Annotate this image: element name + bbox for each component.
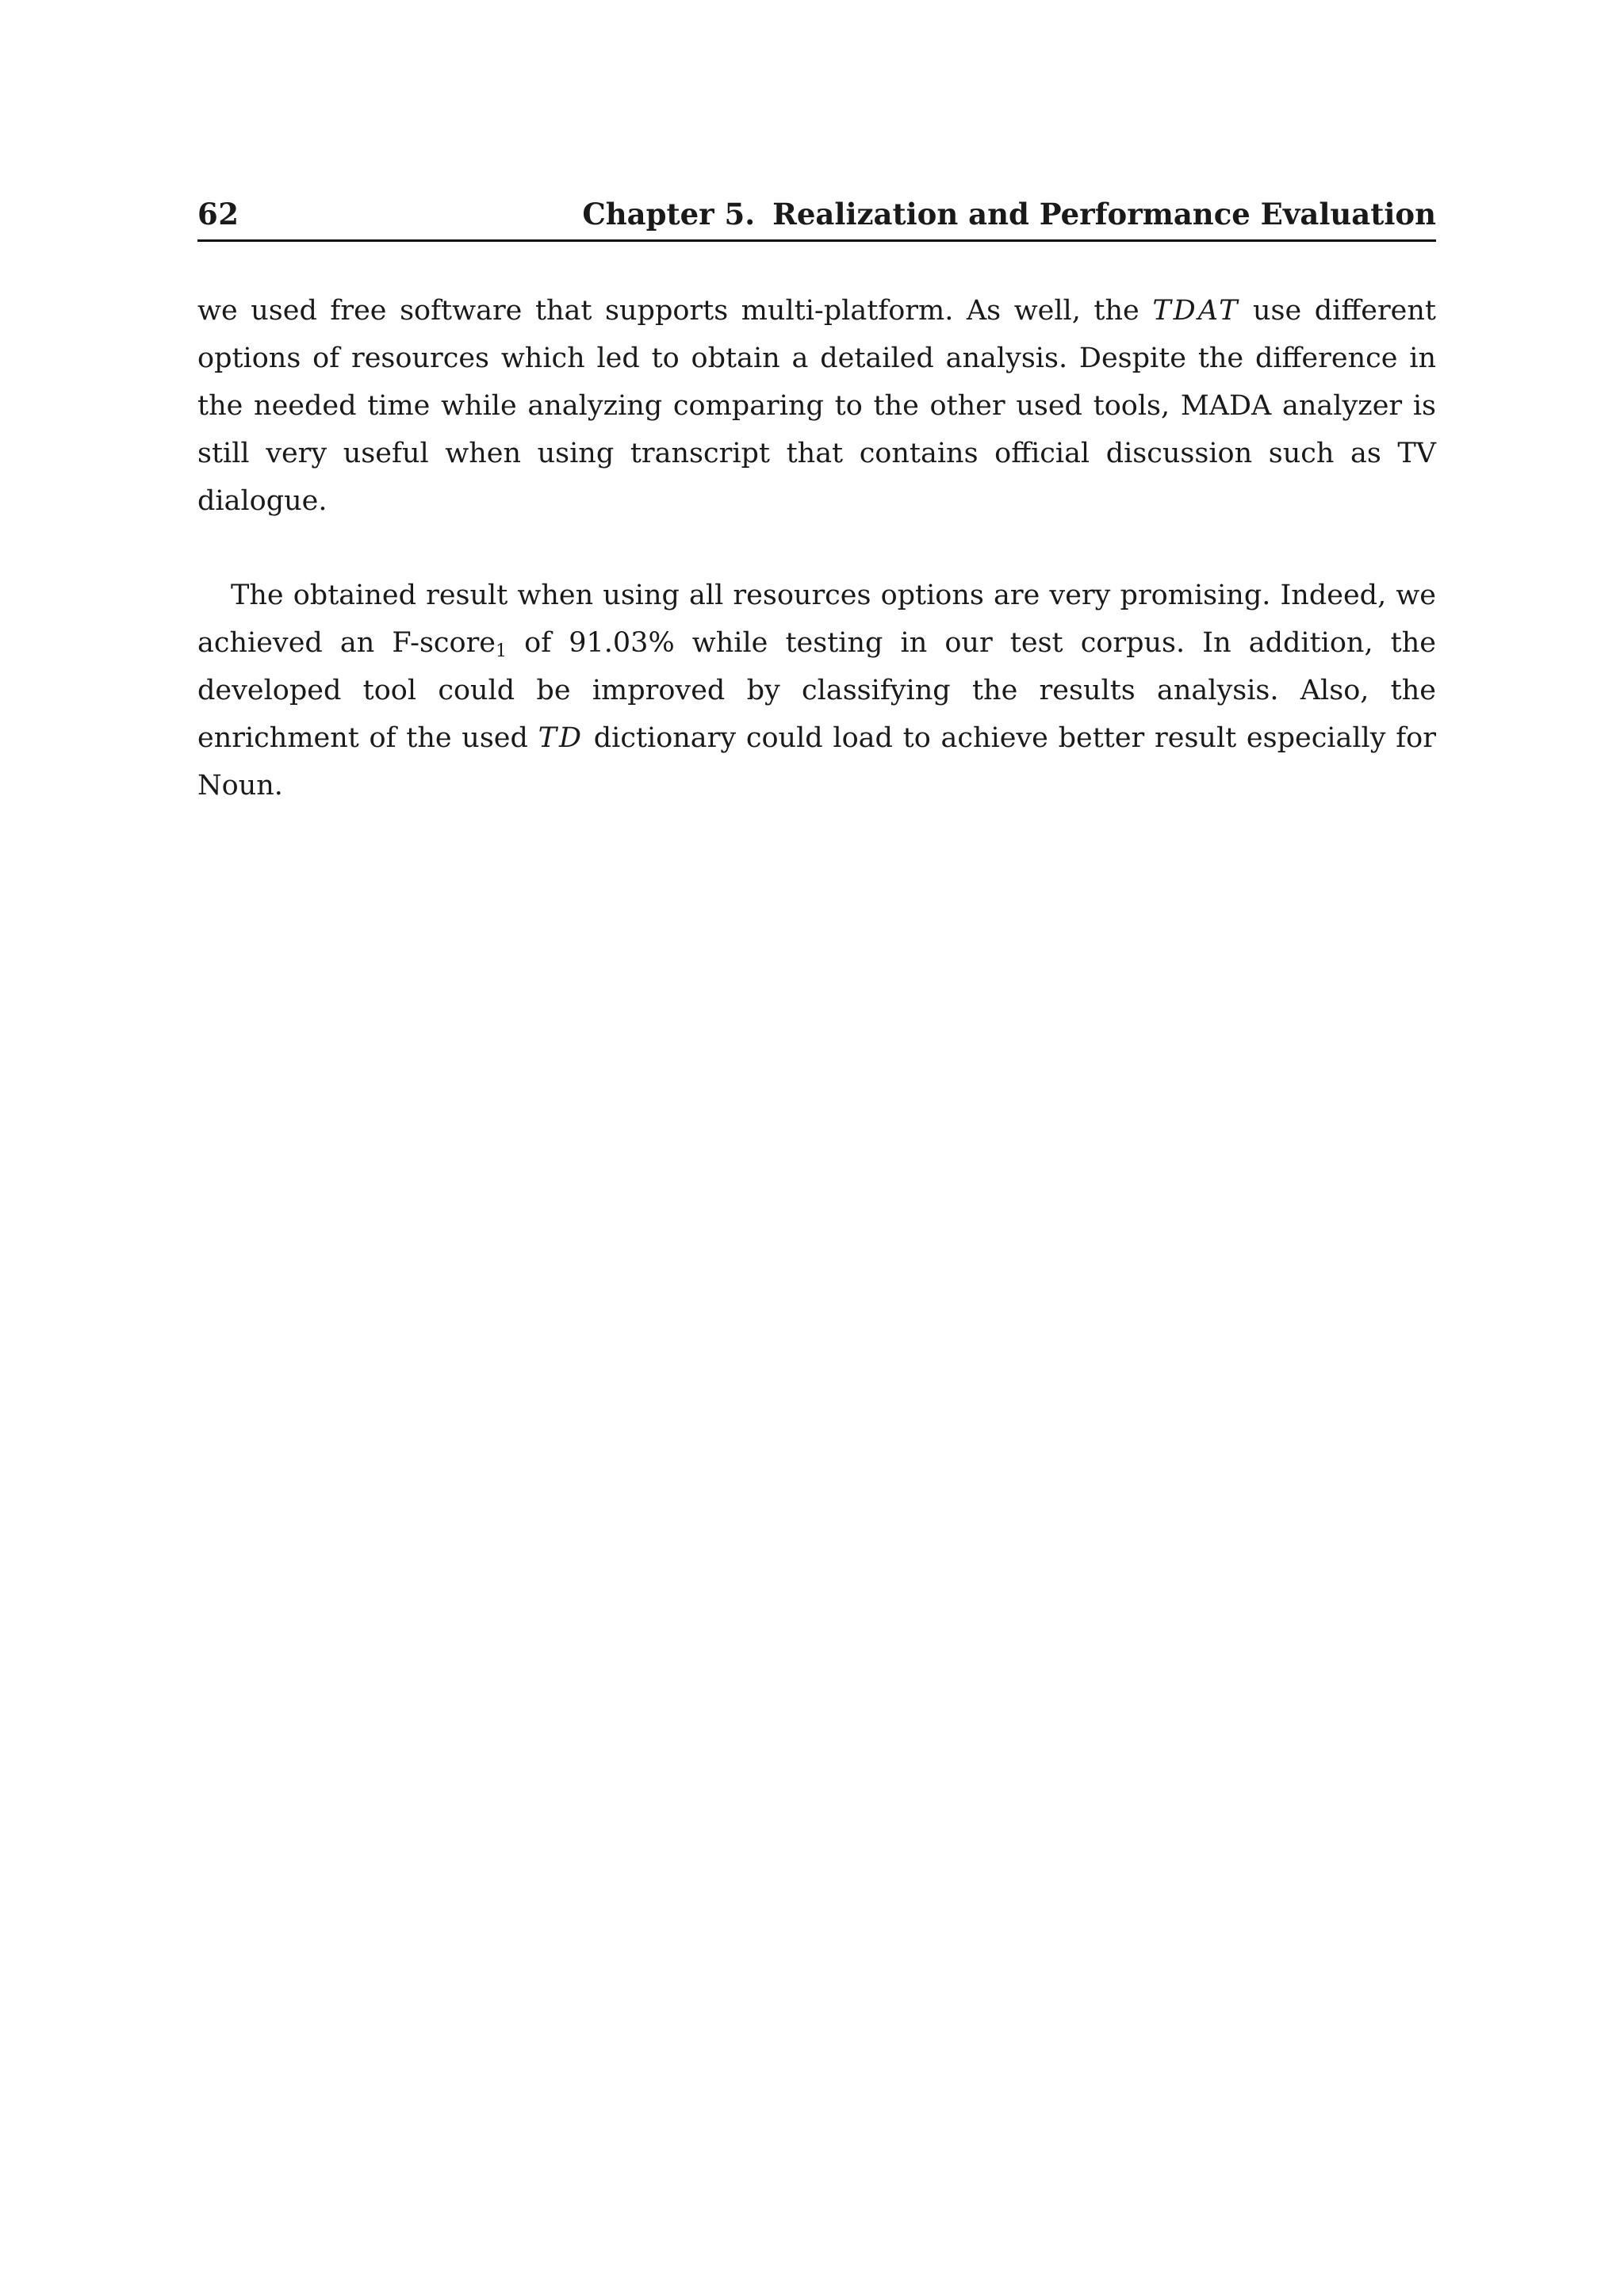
paragraph-2-text-b: of 91.03% while testing in our test corpus. In addition, the developed tool could be improved by classifying the results analysis. Also, the enrichment of the used <box>197 627 1436 754</box>
f-score-subscript: 1 <box>496 641 508 661</box>
math-td: TD <box>538 722 584 754</box>
chapter-title: Realization and Performance Evaluation <box>772 197 1436 232</box>
paragraph-1 <box>197 287 1436 525</box>
paragraph-1-text-b: use different options of resources which led to obtain a detailed analysis. Despite the difference in the needed time while analyzing comparing to the other used tools, MADA analyzer is still very useful when using transcript that contains official discussion such as TV dialogue. <box>197 295 1436 517</box>
paragraph-2 <box>197 572 1436 809</box>
body-text <box>197 287 1436 809</box>
paragraph-1-text-a: we used free software that supports multi-platform. As well, the <box>197 295 1153 327</box>
running-header <box>197 193 1436 242</box>
chapter-heading <box>582 193 1436 235</box>
paragraph-2-text-c: dictionary could load to achieve better result especially for Noun. <box>197 722 1436 802</box>
math-tdat: TDAT <box>1152 295 1240 327</box>
paragraph-2-text-a: The obtained result when using all resources options are very promising. Indeed, we achieved an F-score <box>197 580 1436 659</box>
page-number: 62 <box>197 197 239 232</box>
chapter-label: Chapter 5. <box>582 197 756 232</box>
